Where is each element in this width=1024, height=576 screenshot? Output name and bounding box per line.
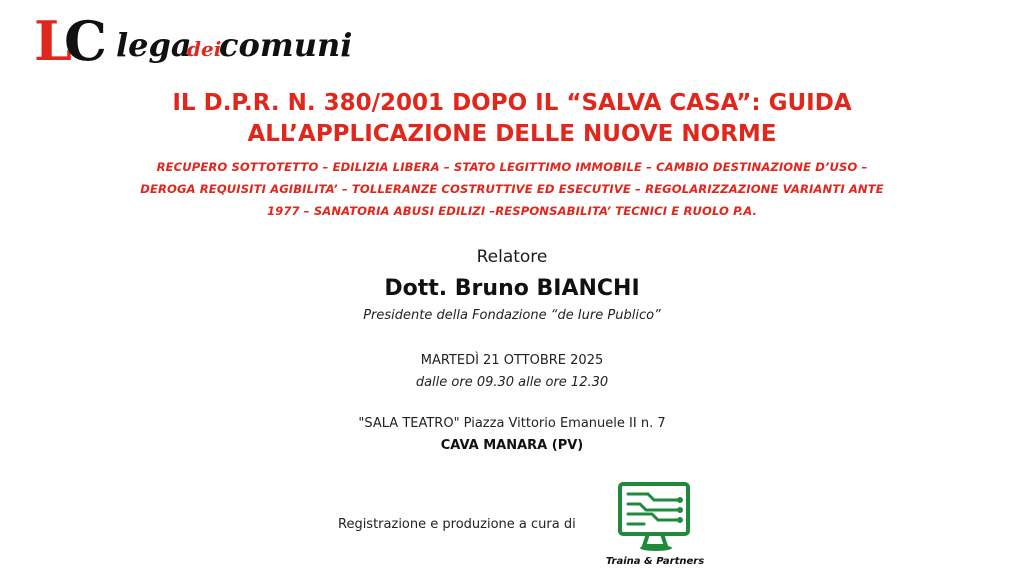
event-date: MARTEDÌ 21 OTTOBRE 2025 [420, 353, 604, 368]
partner-name: Traina & Partners [605, 556, 705, 567]
event-topics-line-1: RECUPERO SOTTOTETTO – EDILIZIA LIBERA – STATO LEGITTIMO IMMOBILE – CAMBIO DESTINAZIONE D’USO – [156, 160, 868, 174]
speaker-label: Relatore [476, 247, 548, 267]
event-topics-line-3: 1977 – SANATORIA ABUSI EDILIZI –RESPONSABILITA’ TECNICI E RUOLO P.A. [266, 204, 758, 218]
monitor-circuit-icon [620, 484, 688, 551]
event-venue: "SALA TEATRO" Piazza Vittorio Emanuele II n. 7 [358, 416, 666, 431]
event-title-line-1: IL D.P.R. N. 380/2001 DOPO IL “SALVA CASA”: GUIDA [172, 90, 852, 116]
event-time: dalle ore 09.30 alle ore 12.30 [415, 375, 609, 390]
production-credit: Registrazione e produzione a cura di [338, 517, 576, 532]
logo-word-lega: lega [116, 26, 192, 64]
event-title-line-2: ALL’APPLICAZIONE DELLE NUOVE NORME [247, 121, 777, 147]
lega-dei-comuni-logo [34, 10, 354, 68]
event-city: CAVA MANARA (PV) [440, 438, 584, 453]
speaker-name: Dott. Bruno BIANCHI [384, 276, 640, 301]
event-topics-line-2: DEROGA REQUISITI AGIBILITA’ – TOLLERANZE COSTRUTTIVE ED ESECUTIVE – REGOLARIZZAZIONE VARIANTI ANTE [140, 182, 884, 196]
logo-word-dei: dei [187, 37, 222, 61]
event-topics [0, 156, 1024, 222]
traina-partners-logo [600, 480, 710, 572]
event-title [0, 88, 1024, 150]
logo-word-comuni: comuni [219, 26, 353, 64]
logo-mark-c: C [64, 10, 107, 68]
speaker-role: Presidente della Fondazione “de Iure Publico” [363, 308, 661, 323]
logo-mark-l: L [34, 10, 72, 68]
